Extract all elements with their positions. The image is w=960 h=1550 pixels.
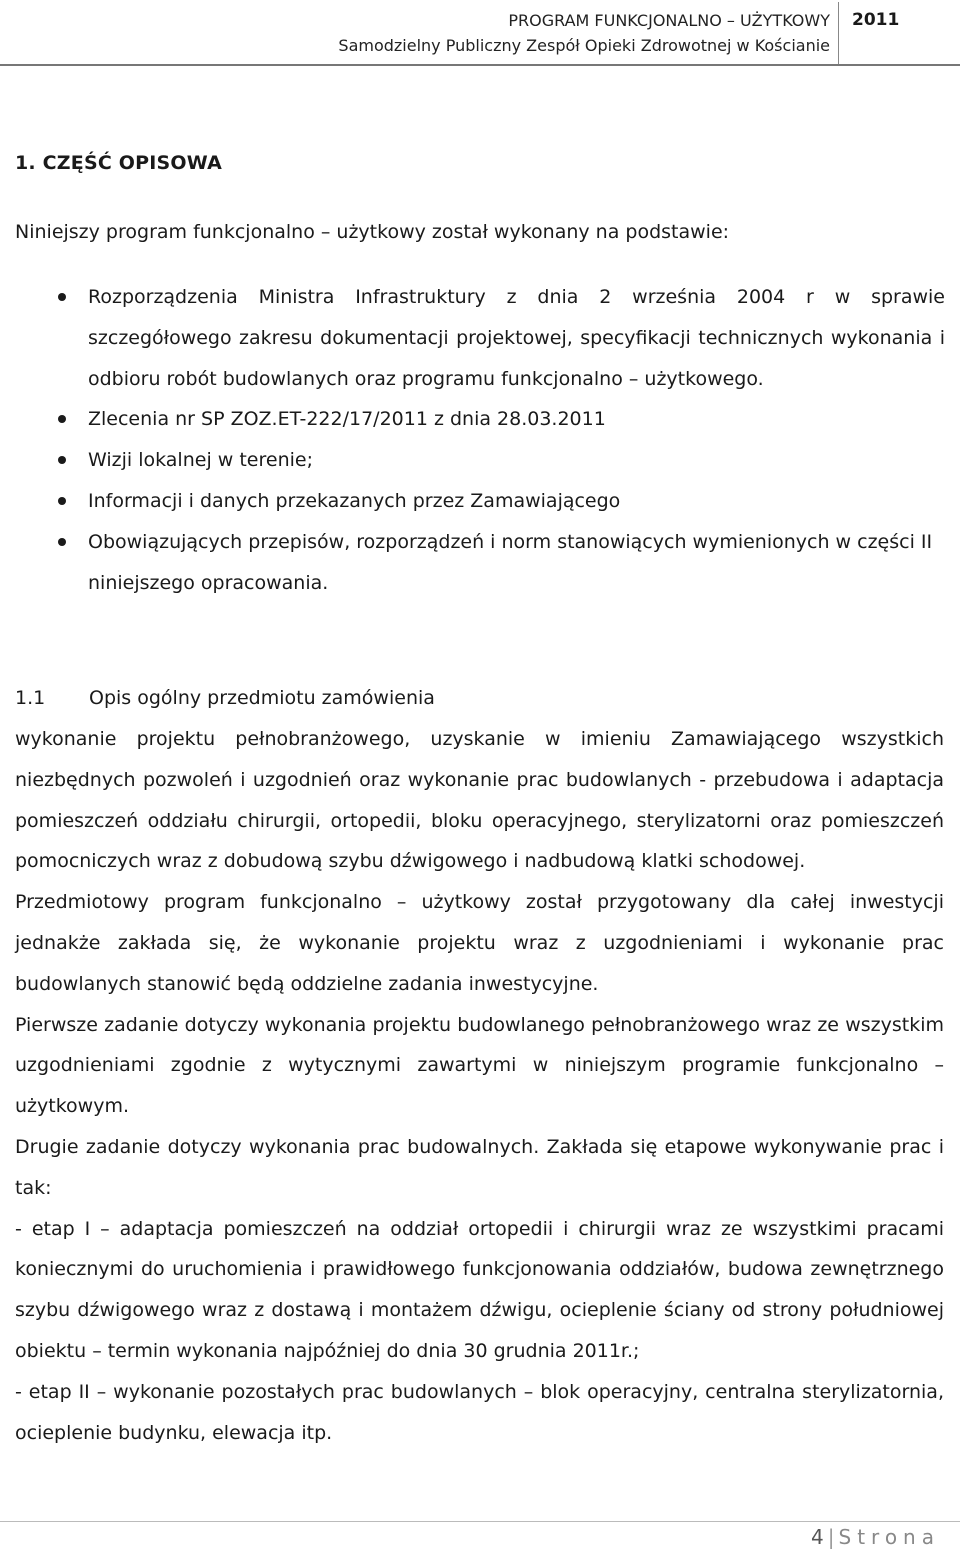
list-item <box>0 277 945 399</box>
list-item <box>0 399 945 440</box>
list-item-text: Obowiązujących przepisów, rozporządzeń i norm stanowiących wymienionych w części II niniejszego opracowania. <box>88 530 933 594</box>
body-paragraph: - etap II – wykonanie pozostałych prac budowlanych – blok operacyjny, centralna sterylizatornia, ocieplenie budynku, elewacja itp. <box>15 1380 944 1444</box>
list-item <box>0 481 945 522</box>
subsection-title-text: Opis ogólny przedmiotu zamówienia <box>89 687 435 709</box>
subsection-title <box>15 678 435 719</box>
body-paragraph: Drugie zadanie dotyczy wykonania prac budowalnych. Zakłada się etapowe wykonywanie prac i tak: <box>15 1135 944 1199</box>
header-institution: Samodzielny Publiczny Zespół Opieki Zdrowotnej w Kościanie <box>338 36 830 55</box>
body-paragraph: Pierwsze zadanie dotyczy wykonania projektu budowlanego pełnobranżowego wraz ze wszystkim uzgodnieniami zgodnie z wytycznymi zawartymi w niniejszym programie funkcjonalno – użytkowym. <box>15 1013 944 1118</box>
subsection-number: 1.1 <box>15 687 46 709</box>
page-footer <box>811 1525 940 1549</box>
body-paragraph: - etap I – adaptacja pomieszczeń na oddział ortopedii i chirurgii wraz ze wszystkimi pracami koniecznymi do uruchomienia i prawidłowego funkcjonowania oddziałów, budowa zewnętrznego szybu dźwigowego wraz z dostawą i montażem dźwigu, ocieplenie ściany od strony południowej obiektu – termin wykonania najpóźniej do dnia 30 grudnia 2011r.; <box>15 1217 944 1362</box>
list-item-text: Zlecenia nr SP ZOZ.ET-222/17/2011 z dnia 28.03.2011 <box>88 408 606 431</box>
list-item-text: Rozporządzenia Ministra Infrastruktury z dnia 2 września 2004 r w sprawie szczegółowego zakresu dokumentacji projektowej, specyfikacji technicznych wykonania i odbioru robót budowlanych oraz programu funkcjonalno – użytkowego. <box>88 286 945 390</box>
footer-rule <box>0 1521 960 1522</box>
body-text <box>15 719 944 1453</box>
header-title: PROGRAM FUNKCJONALNO – UŻYTKOWY <box>508 11 830 30</box>
header-divider <box>838 2 839 64</box>
page-word: Strona <box>838 1525 940 1549</box>
list-item <box>0 440 945 481</box>
footer-separator: | <box>827 1525 835 1549</box>
basis-list <box>0 277 945 603</box>
body-paragraph: wykonanie projektu pełnobranżowego, uzyskanie w imieniu Zamawiającego wszystkich niezbędnych pozwoleń i uzgodnień oraz wykonanie prac budowlanych - przebudowa i adaptacja pomieszczeń oddziału chirurgii, ortopedii, bloku operacyjnego, sterylizatorni oraz pomieszczeń pomocniczych wraz z dobudową szybu dźwigowego i nadbudową klatki schodowej. <box>15 728 944 873</box>
page-header <box>0 0 960 66</box>
section-heading: 1. CZĘŚĆ OPISOWA <box>15 152 222 174</box>
header-text-block <box>338 8 830 58</box>
body-paragraph: Przedmiotowy program funkcjonalno – użytkowy został przygotowany dla całej inwestycji jednakże zakłada się, że wykonanie projektu wraz z uzgodnieniami i wykonanie prac budowlanych stanowić będą oddzielne zadania inwestycyjne. <box>15 891 944 995</box>
list-item <box>0 522 945 604</box>
header-year: 2011 <box>852 10 900 30</box>
header-rule <box>0 64 960 66</box>
list-item-text: Wizji lokalnej w terenie; <box>88 449 313 472</box>
intro-paragraph: Niniejszy program funkcjonalno – użytkowy został wykonany na podstawie: <box>15 221 730 243</box>
list-item-text: Informacji i danych przekazanych przez Zamawiającego <box>88 489 621 512</box>
page-number: 4 <box>811 1525 824 1549</box>
